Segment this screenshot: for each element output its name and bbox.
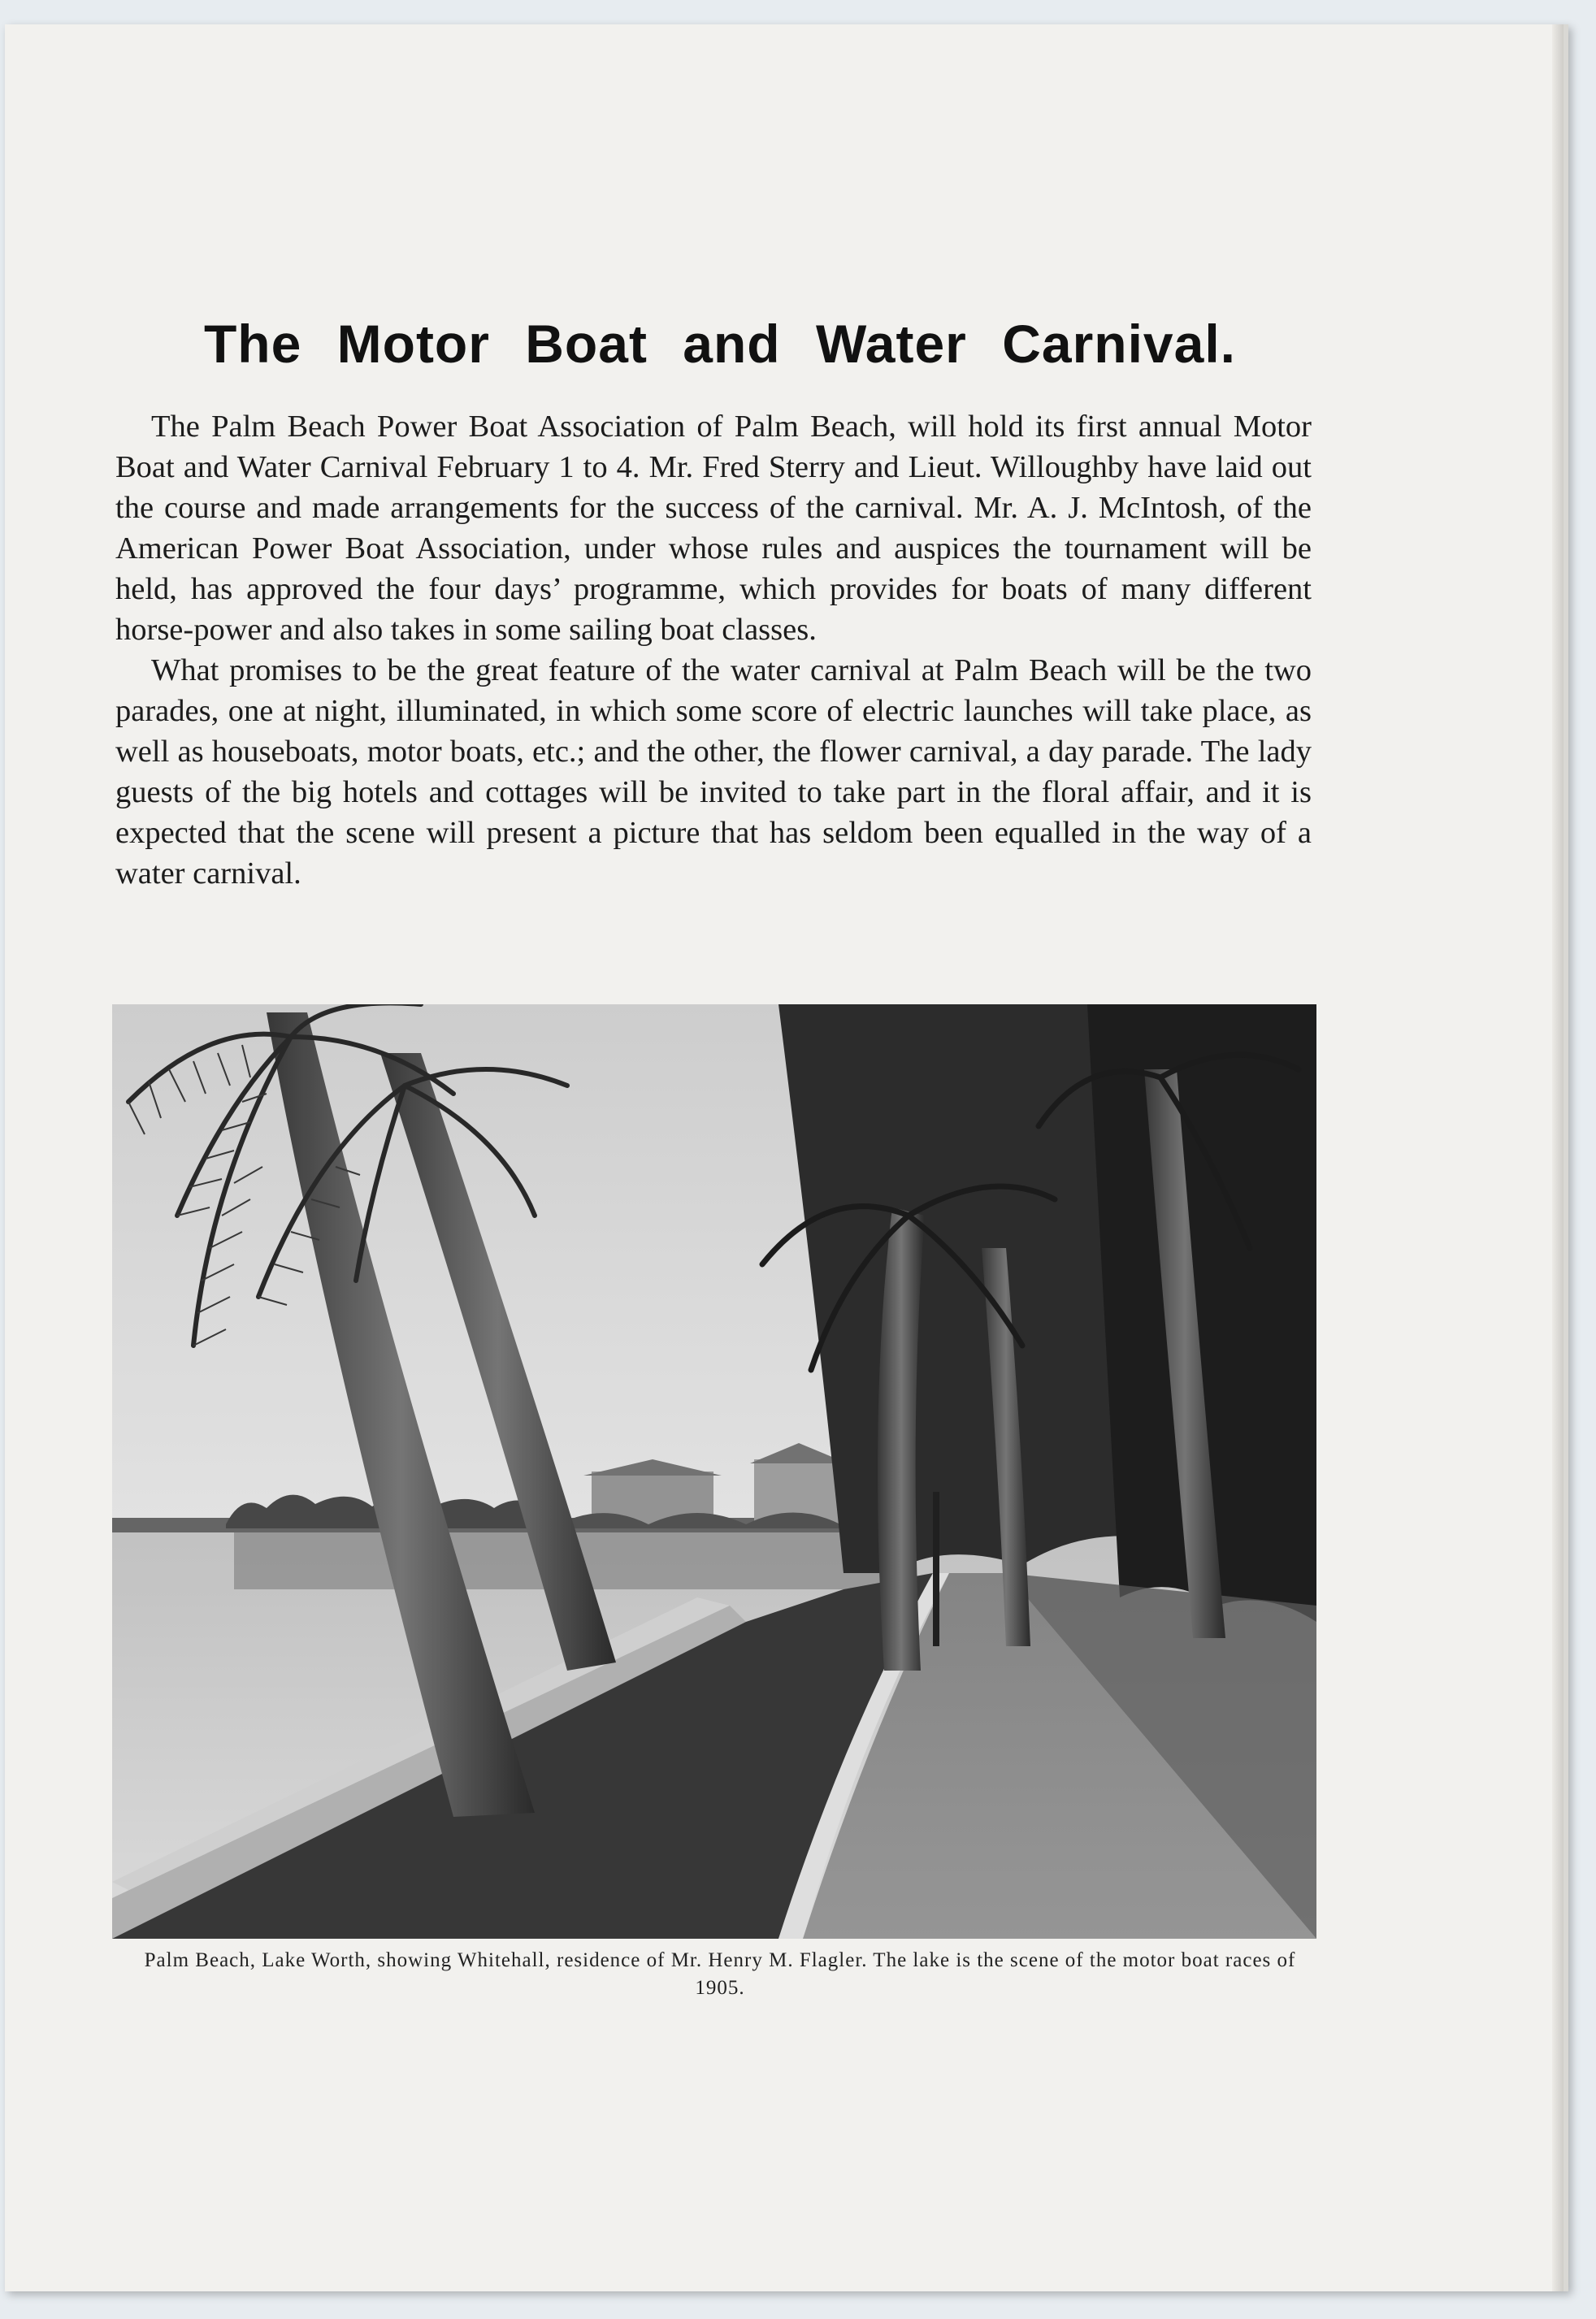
document-page	[5, 24, 1568, 2291]
page-edge	[1552, 24, 1563, 2291]
page-title: The Motor Boat and Water Carnival.	[203, 314, 1236, 374]
paragraph-1: The Palm Beach Power Boat Association of Palm Beach, will hold its first annual Motor Boat and Water Carnival February 1 to 4. Mr. Fred Sterry and Lieut. Willoughby have laid out the course and made arrangements for the success of the carnival. Mr. A. J. McIntosh, of the American Power Boat Association, under whose rules and auspices the tournament will be held, has approved the four days’ programme, which provides for boats of many different horse-power and also takes in some sailing boat classes.	[115, 410, 1312, 647]
article-body	[115, 406, 1312, 894]
photo-caption: Palm Beach, Lake Worth, showing Whitehall, residence of Mr. Henry M. Flagler. The lake is the scene of the motor boat races of 1905.	[144, 1949, 1296, 1999]
paragraph-2: What promises to be the great feature of the water carnival at Palm Beach will be the two parades, one at night, illuminated, in which some score of electric launches will take place, as well as houseboats, motor boats, etc.; and the other, the flower carnival, a day parade. The lady guests of the big hotels and cottages will be invited to take part in the floral affair, and it is expected that the scene will present a picture that has seldom been equalled in the way of a water carnival.	[115, 653, 1312, 891]
palm-beach-photo	[112, 1004, 1316, 1939]
